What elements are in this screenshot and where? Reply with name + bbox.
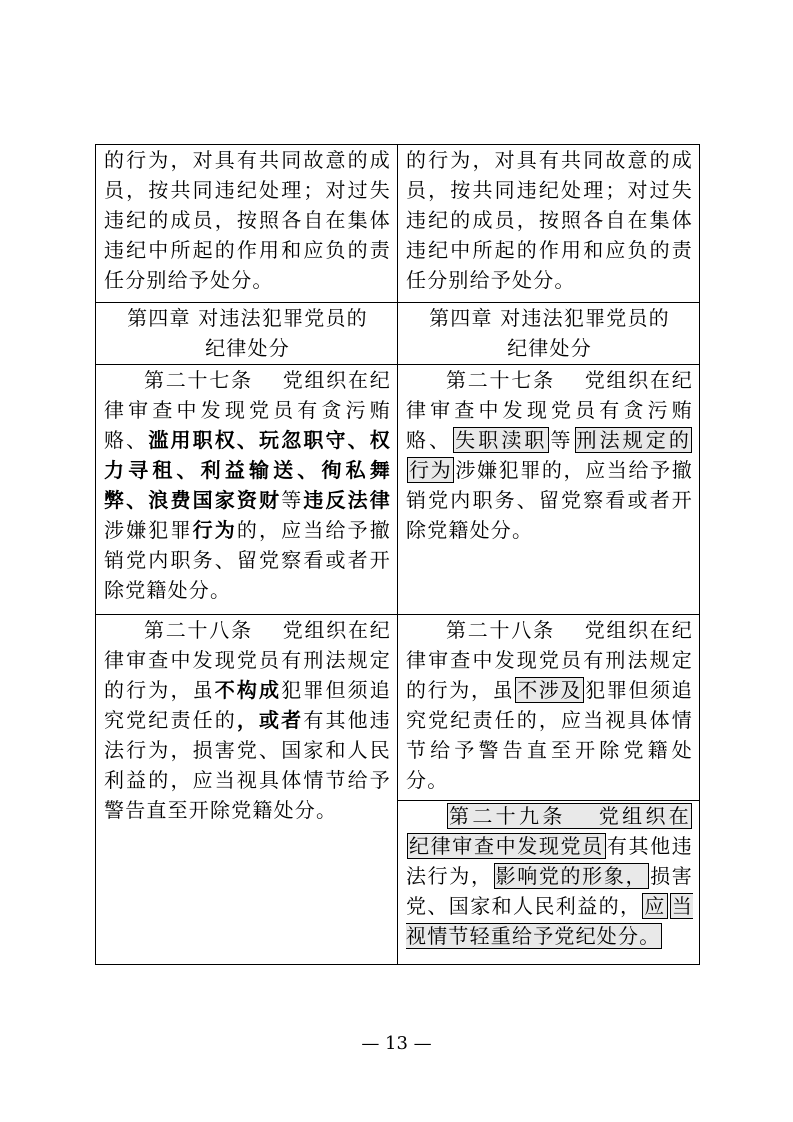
right-cell [398,145,700,303]
highlighted-text: 行为 [409,458,453,482]
text-run: 犯罪但须追究党纪责任的，应当视具体情节给予警告直至开除党籍处分。 [406,678,693,792]
text-run: 等 [281,488,304,512]
right-article-29 [398,801,700,965]
highlighted-text: 影响党的形象， [495,864,648,888]
highlighted-text: 不涉及 [517,678,583,702]
right-article-27 [398,365,700,615]
text-run: 犯罪但须追究党纪责任的 [104,678,391,732]
bold-text: 行为 [192,518,237,542]
text-run: 第二十八条 党组织在纪律审查中发现党员有刑法规定的行为，虽 [406,618,693,702]
text-run: 等 [550,428,574,452]
chapter-title-line: 第四章 对违法犯罪党员的 [127,306,368,330]
comparison-table [95,144,700,965]
page-number: — 13 — [361,1033,432,1054]
chapter-title-line: 纪律处分 [205,336,290,360]
highlighted-text: 纪律审查中发现党员 [409,834,604,858]
text-run: 第二十七条 党组织在纪律审查中发现党员有贪污贿赂、 [104,368,391,452]
chapter-title-line: 第四章 对违法犯罪党员的 [429,306,670,330]
bold-text: 滥用职权、玩忽职守、权力寻租、利益输送、徇私舞弊、浪费国家资财 [104,428,392,512]
article-text [406,801,693,951]
left-article-28 [96,615,398,965]
text-run: 涉嫌犯罪 [104,518,193,542]
cell-text: 的行为，对具有共同故意的成员，按共同违纪处理；对过失违纪的成员，按照各自在集体违纪中所起的作用和应负的责任分别给予处分。 [104,148,391,292]
highlighted-text: 刑法规定的 [576,428,691,452]
article-27-row [96,365,700,615]
highlighted-text: 第二十九条 党组织在 [449,804,690,828]
right-chapter-heading [398,303,700,365]
text-run: 第二十七条 党组织在纪律审查中发现党员有贪污贿赂、 [406,368,693,452]
article-28-row [96,615,700,801]
highlighted-text: 当视情节轻重给予党纪处分。 [406,894,694,948]
text-run: 损害党、国家和人民利益的， [406,864,693,918]
text-run: 的，应当给予撤销党内职务、留党察看或者开除党籍处分。 [104,518,391,602]
highlighted-text: 失职渎职 [455,428,548,452]
text-run: 有其他违法行为， [406,834,693,888]
text-run: 第二十八条 党组织在纪律审查中发现党员有刑法规定的行为，虽 [104,618,391,702]
article-text [104,615,391,825]
bold-text: ，或者 [236,708,304,732]
cell-text: 的行为，对具有共同故意的成员，按共同违纪处理；对过失违纪的成员，按照各自在集体违纪中所起的作用和应负的责任分别给予处分。 [406,148,693,292]
article-text [406,615,693,795]
text-run: 有其他违法行为，损害党、国家和人民利益的，应当视具体情节给予警告直至开除党籍处分。 [104,708,391,822]
right-article-28 [398,615,700,801]
left-chapter-heading [96,303,398,365]
chapter-title-line: 纪律处分 [507,336,592,360]
article-text [406,365,693,545]
bold-text: 不构成 [214,678,282,702]
text-run: 涉嫌犯罪的，应当给予撤销党内职务、留党察看或者开除党籍处分。 [406,458,694,542]
left-article-27 [96,365,398,615]
left-cell [96,145,398,303]
table-row [96,145,700,303]
highlighted-text: 应 [644,894,666,918]
bold-text: 违反法律 [303,488,391,512]
article-text [104,365,391,605]
chapter-heading-row [96,303,700,365]
